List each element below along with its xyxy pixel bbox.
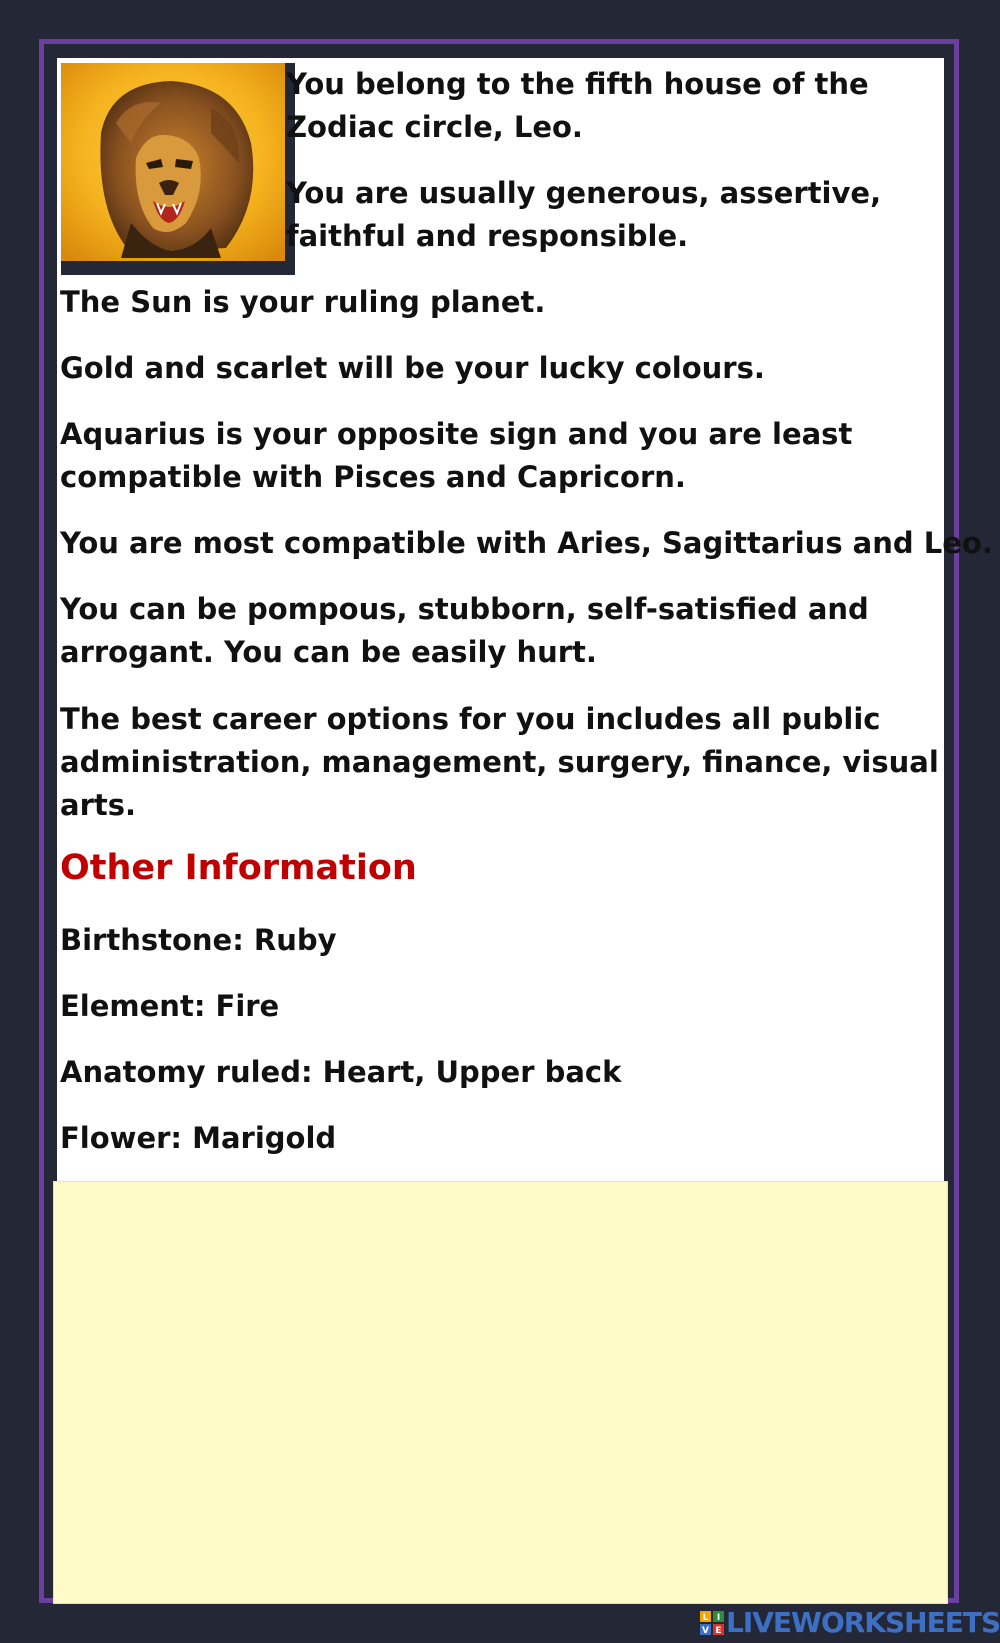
birthstone-text: Birthstone: Ruby — [60, 923, 337, 957]
anatomy-text: Anatomy ruled: Heart, Upper back — [60, 1055, 622, 1089]
career-line-1: The best career options for you includes all public — [60, 702, 881, 736]
liveworksheets-logo-icon — [700, 1611, 724, 1635]
traits-line-1: You can be pompous, stubborn, self-satisfied and — [60, 592, 869, 626]
ruling-planet-text: The Sun is your ruling planet. — [60, 285, 546, 319]
flower-text: Flower: Marigold — [60, 1121, 337, 1155]
element-text: Element: Fire — [60, 989, 280, 1023]
intro-line-1: You belong to the fifth house of the — [286, 67, 869, 101]
worksheet-frame — [39, 39, 993, 1603]
other-information-heading: Other Information — [60, 848, 417, 888]
answer-area[interactable] — [53, 1181, 948, 1604]
career-line-3: arts. — [60, 788, 137, 822]
intro-line-3: You are usually generous, assertive, — [286, 176, 882, 210]
opposite-sign-line-2: compatible with Pisces and Capricorn. — [60, 460, 686, 494]
compatible-signs-text: You are most compatible with Aries, Sagittarius and Leo. — [60, 526, 993, 560]
leo-lion-image — [61, 63, 295, 275]
traits-line-2: arrogant. You can be easily hurt. — [60, 635, 597, 669]
liveworksheets-watermark — [700, 1606, 1000, 1639]
logo-letter-e: E — [715, 1626, 722, 1635]
zodiac-info-panel — [57, 58, 993, 1182]
watermark-text: LIVEWORKSHEETS — [726, 1606, 1000, 1639]
logo-letter-i: I — [716, 1613, 721, 1623]
logo-letter-l: L — [702, 1613, 709, 1623]
intro-line-4: faithful and responsible. — [286, 219, 689, 253]
career-line-2: administration, management, surgery, finance, visual — [60, 745, 939, 779]
logo-letter-v: V — [702, 1626, 709, 1635]
opposite-sign-line-1: Aquarius is your opposite sign and you are least — [60, 417, 853, 451]
lucky-colours-text: Gold and scarlet will be your lucky colours. — [60, 351, 765, 385]
intro-line-2: Zodiac circle, Leo. — [286, 110, 583, 144]
